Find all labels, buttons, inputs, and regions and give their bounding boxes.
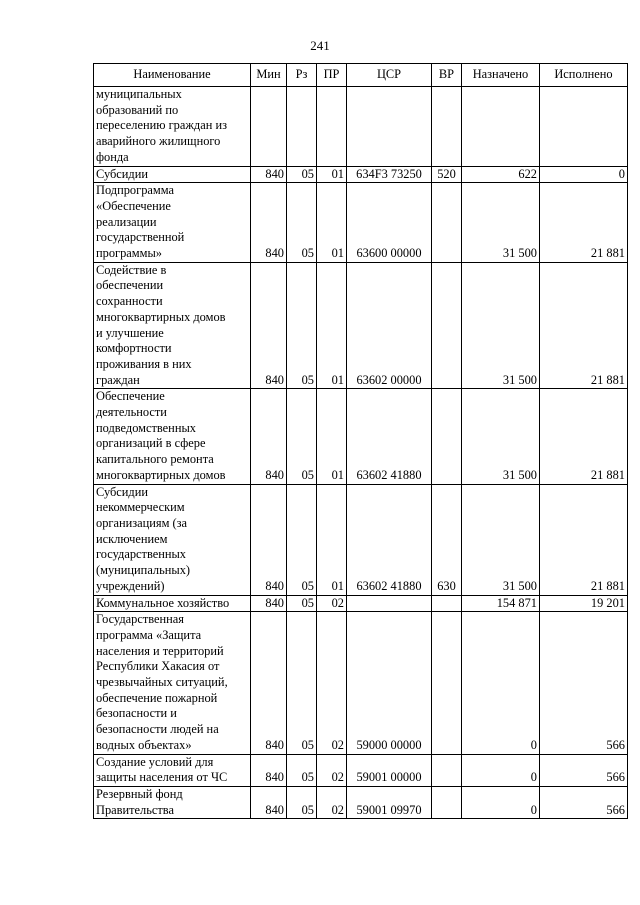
- cell-csr: 63602 00000: [347, 262, 432, 389]
- cell-min: 840: [251, 595, 287, 612]
- cell-csr: 63600 00000: [347, 183, 432, 263]
- cell-executed: 19 201: [540, 595, 628, 612]
- cell-assigned: 31 500: [462, 484, 540, 595]
- cell-executed: 21 881: [540, 484, 628, 595]
- cell-name: Создание условий для защиты населения от ЧС: [94, 754, 251, 786]
- cell-vr: [432, 87, 462, 167]
- table-row: [94, 87, 628, 167]
- cell-min: [251, 87, 287, 167]
- cell-pr: 01: [317, 166, 347, 183]
- cell-pr: 02: [317, 786, 347, 818]
- cell-pr: 02: [317, 612, 347, 754]
- cell-pr: 02: [317, 754, 347, 786]
- cell-csr: 63602 41880: [347, 389, 432, 484]
- cell-min: 840: [251, 754, 287, 786]
- cell-vr: [432, 262, 462, 389]
- cell-pr: 01: [317, 183, 347, 263]
- cell-min: 840: [251, 389, 287, 484]
- table-row: [94, 166, 628, 183]
- column-header-name: Наименование: [94, 64, 251, 87]
- cell-name: муниципальных образований по переселению граждан из аварийного жилищного фонда: [94, 87, 251, 167]
- cell-assigned: 0: [462, 754, 540, 786]
- cell-min: 840: [251, 166, 287, 183]
- cell-executed: 566: [540, 786, 628, 818]
- cell-assigned: 0: [462, 612, 540, 754]
- cell-executed: [540, 87, 628, 167]
- cell-assigned: 0: [462, 786, 540, 818]
- table-row: [94, 484, 628, 595]
- cell-csr: 59001 09970: [347, 786, 432, 818]
- cell-name: Субсидии: [94, 166, 251, 183]
- column-header-csr: ЦСР: [347, 64, 432, 87]
- cell-executed: 566: [540, 754, 628, 786]
- cell-rz: [287, 87, 317, 167]
- cell-csr: 59000 00000: [347, 612, 432, 754]
- cell-rz: 05: [287, 166, 317, 183]
- cell-pr: 01: [317, 262, 347, 389]
- cell-pr: 02: [317, 595, 347, 612]
- cell-rz: 05: [287, 595, 317, 612]
- cell-vr: [432, 183, 462, 263]
- cell-vr: [432, 595, 462, 612]
- cell-vr: 520: [432, 166, 462, 183]
- table-row: [94, 595, 628, 612]
- cell-rz: 05: [287, 484, 317, 595]
- cell-assigned: 622: [462, 166, 540, 183]
- cell-rz: 05: [287, 183, 317, 263]
- table-row: [94, 786, 628, 818]
- cell-csr: [347, 595, 432, 612]
- cell-csr: 59001 00000: [347, 754, 432, 786]
- cell-vr: [432, 754, 462, 786]
- table-header-row: [94, 64, 628, 87]
- cell-csr: 63602 41880: [347, 484, 432, 595]
- cell-executed: 21 881: [540, 389, 628, 484]
- column-header-pr: ПР: [317, 64, 347, 87]
- cell-assigned: 31 500: [462, 389, 540, 484]
- cell-name: Содействие в обеспечении сохранности многоквартирных домов и улучшение комфортности проживания в них граждан: [94, 262, 251, 389]
- cell-vr: [432, 389, 462, 484]
- column-header-executed: Исполнено: [540, 64, 628, 87]
- cell-vr: [432, 612, 462, 754]
- column-header-assigned: Назначено: [462, 64, 540, 87]
- cell-pr: 01: [317, 484, 347, 595]
- cell-min: 840: [251, 484, 287, 595]
- cell-pr: [317, 87, 347, 167]
- cell-min: 840: [251, 612, 287, 754]
- cell-csr: 634F3 73250: [347, 166, 432, 183]
- cell-executed: 566: [540, 612, 628, 754]
- cell-executed: 21 881: [540, 183, 628, 263]
- table-body: [94, 87, 628, 819]
- cell-min: 840: [251, 786, 287, 818]
- cell-name: Государственная программа «Защита населения и территорий Республики Хакасия от чрезвычайных ситуаций, обеспечение пожарной безопасности и безопасности людей на водных объектах»: [94, 612, 251, 754]
- cell-name: Коммунальное хозяйство: [94, 595, 251, 612]
- cell-name: Подпрограмма «Обеспечение реализации государственной программы»: [94, 183, 251, 263]
- cell-executed: 0: [540, 166, 628, 183]
- budget-table: [93, 63, 628, 819]
- cell-executed: 21 881: [540, 262, 628, 389]
- cell-rz: 05: [287, 786, 317, 818]
- cell-assigned: 154 871: [462, 595, 540, 612]
- cell-min: 840: [251, 262, 287, 389]
- cell-rz: 05: [287, 754, 317, 786]
- column-header-vr: ВР: [432, 64, 462, 87]
- cell-csr: [347, 87, 432, 167]
- cell-rz: 05: [287, 262, 317, 389]
- cell-assigned: 31 500: [462, 183, 540, 263]
- cell-rz: 05: [287, 389, 317, 484]
- cell-name: Обеспечение деятельности подведомственных организаций в сфере капитального ремонта многоквартирных домов: [94, 389, 251, 484]
- table-row: [94, 262, 628, 389]
- column-header-min: Мин: [251, 64, 287, 87]
- cell-name: Резервный фонд Правительства: [94, 786, 251, 818]
- cell-name: Субсидии некоммерческим организациям (за исключением государственных (муниципальных) учреждений): [94, 484, 251, 595]
- cell-vr: 630: [432, 484, 462, 595]
- cell-vr: [432, 786, 462, 818]
- table-row: [94, 612, 628, 754]
- table-row: [94, 754, 628, 786]
- cell-rz: 05: [287, 612, 317, 754]
- cell-assigned: 31 500: [462, 262, 540, 389]
- page-number: 241: [310, 38, 330, 53]
- cell-min: 840: [251, 183, 287, 263]
- cell-assigned: [462, 87, 540, 167]
- column-header-rz: Рз: [287, 64, 317, 87]
- cell-pr: 01: [317, 389, 347, 484]
- table-row: [94, 183, 628, 263]
- table-row: [94, 389, 628, 484]
